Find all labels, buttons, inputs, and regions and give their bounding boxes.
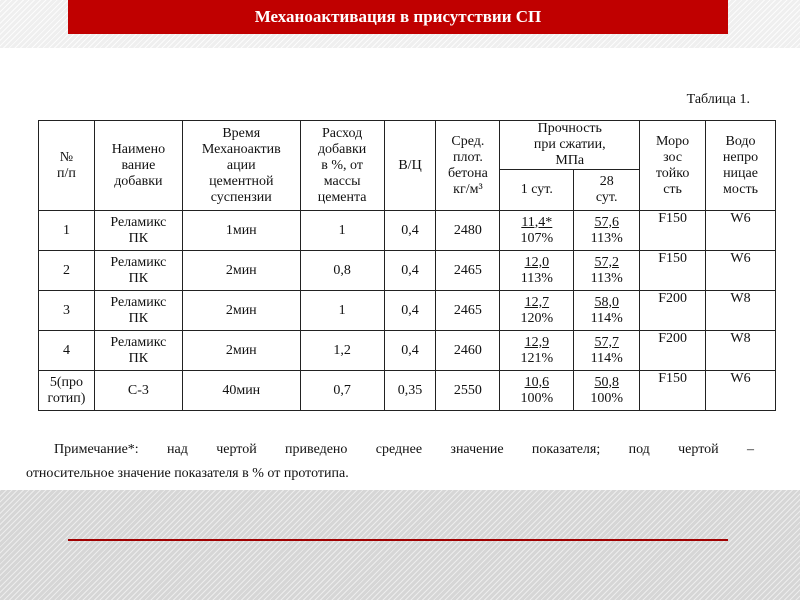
cell-name: Реламикс ПК [94, 291, 182, 331]
cell-dose: 0,8 [300, 251, 384, 291]
cell-strength-1d: 12,9 121% [500, 331, 574, 371]
cell-wc: 0,4 [384, 291, 436, 331]
cell-name: Реламикс ПК [94, 211, 182, 251]
cell-num: 5(про готип) [39, 371, 95, 411]
slide-title-bar [68, 0, 728, 34]
header-frost: Моро зос тойко сть [640, 121, 706, 211]
results-table [38, 120, 776, 411]
cell-strength-1d: 10,6 100% [500, 371, 574, 411]
header-wc: В/Ц [384, 121, 436, 211]
footer-divider [68, 539, 728, 541]
cell-num: 4 [39, 331, 95, 371]
table-row [39, 251, 776, 291]
cell-strength-28d: 58,0 114% [574, 291, 640, 331]
cell-strength-28d: 57,6 113% [574, 211, 640, 251]
cell-frost: F200 [640, 291, 706, 331]
cell-dose: 1,2 [300, 331, 384, 371]
cell-water: W8 [706, 291, 776, 331]
header-water: Водо непро ницае мость [706, 121, 776, 211]
cell-water: W6 [706, 251, 776, 291]
cell-dose: 1 [300, 291, 384, 331]
cell-density: 2480 [436, 211, 500, 251]
header-time: Время Механоактив ации цементной суспензии [182, 121, 300, 211]
cell-time: 1мин [182, 211, 300, 251]
table-row [39, 331, 776, 371]
bottom-background [0, 490, 800, 600]
cell-time: 2мин [182, 291, 300, 331]
cell-strength-1d: 12,0 113% [500, 251, 574, 291]
cell-strength-1d: 12,7 120% [500, 291, 574, 331]
cell-num: 3 [39, 291, 95, 331]
cell-wc: 0,4 [384, 331, 436, 371]
header-dose: Расход добавки в %, от массы цемента [300, 121, 384, 211]
header-num: № п/п [39, 121, 95, 211]
cell-water: W8 [706, 331, 776, 371]
cell-strength-28d: 57,7 114% [574, 331, 640, 371]
cell-strength-28d: 57,2 113% [574, 251, 640, 291]
cell-density: 2550 [436, 371, 500, 411]
cell-water: W6 [706, 211, 776, 251]
note-line-1: Примечание*: над чертой приведено среднее значение показателя; под чертой – [54, 442, 754, 457]
cell-density: 2465 [436, 291, 500, 331]
cell-name: С-3 [94, 371, 182, 411]
header-name: Наимено вание добавки [94, 121, 182, 211]
cell-frost: F150 [640, 211, 706, 251]
cell-time: 2мин [182, 251, 300, 291]
table-row [39, 291, 776, 331]
cell-dose: 1 [300, 211, 384, 251]
header-strength-28d: 28 сут. [574, 170, 640, 211]
scanned-document [0, 58, 800, 490]
cell-dose: 0,7 [300, 371, 384, 411]
cell-name: Реламикс ПК [94, 331, 182, 371]
cell-frost: F150 [640, 251, 706, 291]
table-row [39, 371, 776, 411]
cell-num: 1 [39, 211, 95, 251]
cell-wc: 0,4 [384, 211, 436, 251]
cell-frost: F200 [640, 331, 706, 371]
cell-time: 40мин [182, 371, 300, 411]
cell-name: Реламикс ПК [94, 251, 182, 291]
cell-strength-28d: 50,8 100% [574, 371, 640, 411]
cell-num: 2 [39, 251, 95, 291]
slide-title: Механоактивация в присутствии СП [254, 7, 542, 26]
table-note [26, 438, 754, 486]
note-line-2: относительное значение показателя в % от прототипа. [26, 466, 349, 481]
cell-time: 2мин [182, 331, 300, 371]
header-strength-1d: 1 сут. [500, 170, 574, 211]
cell-wc: 0,4 [384, 251, 436, 291]
header-density: Сред. плот. бетона кг/м³ [436, 121, 500, 211]
table-caption: Таблица 1. [686, 92, 750, 107]
cell-density: 2465 [436, 251, 500, 291]
table-row [39, 211, 776, 251]
cell-density: 2460 [436, 331, 500, 371]
cell-wc: 0,35 [384, 371, 436, 411]
cell-strength-1d: 11,4* 107% [500, 211, 574, 251]
header-strength: Прочность при сжатии, МПа [500, 121, 640, 170]
cell-frost: F150 [640, 371, 706, 411]
cell-water: W6 [706, 371, 776, 411]
